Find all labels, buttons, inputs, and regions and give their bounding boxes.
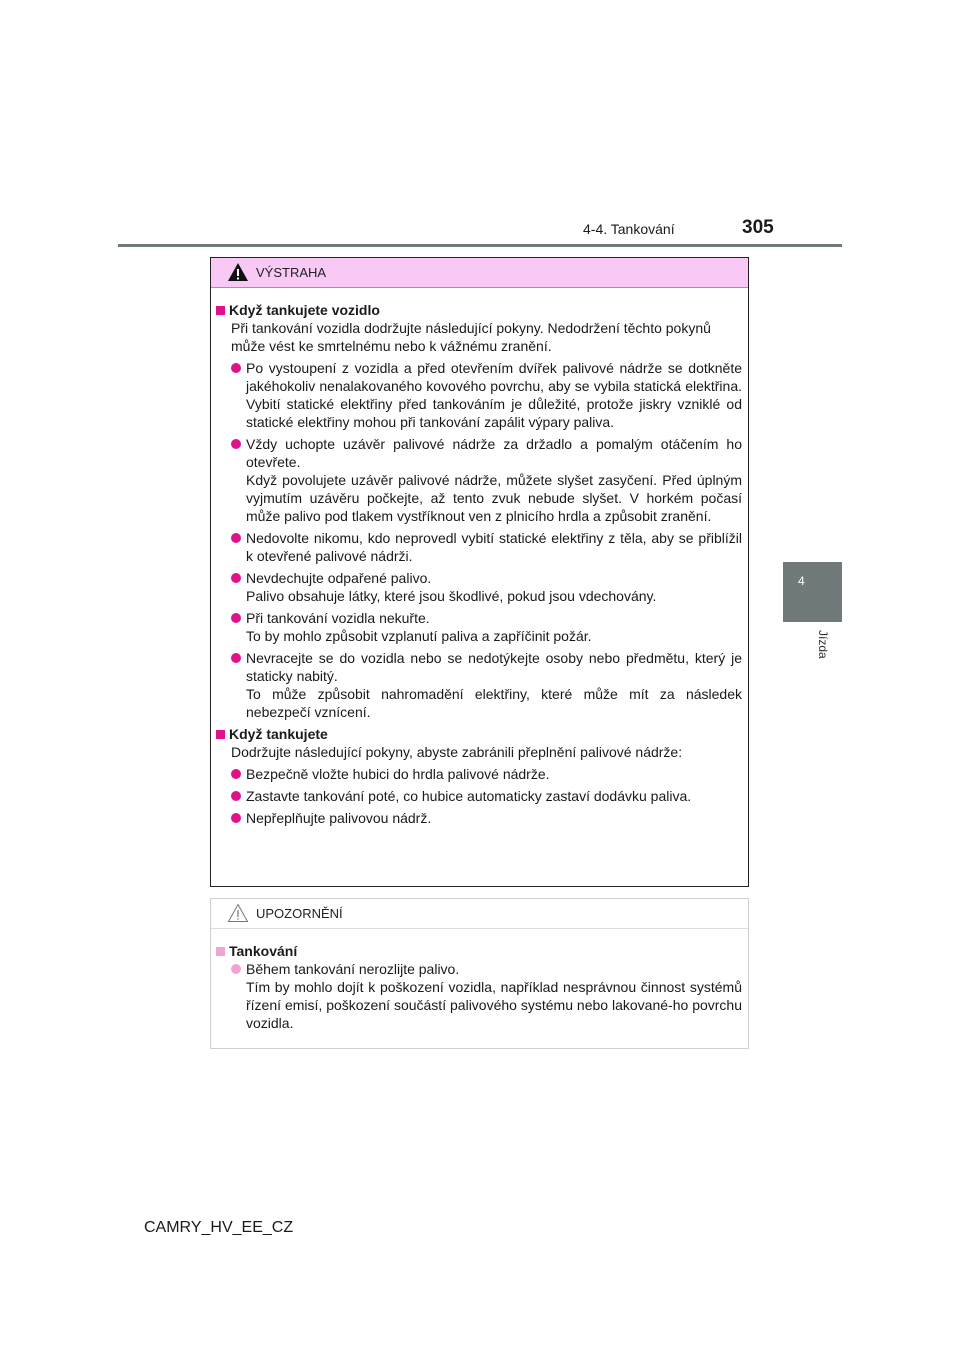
square-bullet-icon <box>216 947 225 956</box>
bullet-icon <box>231 653 241 663</box>
warning-content <box>211 288 748 827</box>
warning-intro: Při tankování vozidla dodržujte následující pokyny. Nedodržení těchto pokynů může vést ke smrtelnému nebo k vážnému zranění. <box>231 320 711 354</box>
caution-triangle-icon <box>227 903 249 923</box>
bullet-icon <box>231 363 241 373</box>
list-item: Nevracejte se do vozidla nebo se nedotýkejte osoby nebo předmětu, který je staticky nabitý. To může způsobit nahromadění elektřiny, které může mít za následek nebezpečí vznícení. <box>216 649 742 721</box>
notice-content <box>211 929 748 1032</box>
warning-heading-filling: Když tankujete <box>216 725 742 743</box>
warning-header <box>211 258 748 288</box>
list-item: Vždy uchopte uzávěr palivové nádrže za držadlo a pomalým otáčením ho otevřete. Když povolujete uzávěr palivové nádrže, můžete slyšet zasyčení. Před úplným vyjmutím uzávěru počkejte, až tento zvuk nebude slyšet. V horkém počasí může palivo pod tlakem vystříknout ven z plnicího hrdla a způsobit zranění. <box>216 435 742 525</box>
list-item: Nevdechujte odpařené palivo. Palivo obsahuje látky, které jsou škodlivé, pokud jsou vdechovány. <box>216 569 742 605</box>
square-bullet-icon <box>216 306 225 315</box>
list-item: Při tankování vozidla nekuřte. To by mohlo způsobit vzplanutí paliva a zapříčinit požár. <box>216 609 742 645</box>
bullet-icon <box>231 791 241 801</box>
list-item: Po vystoupení z vozidla a před otevřením dvířek palivové nádrže se dotkněte jakéhokoliv nenalakovaného kovového povrchu, aby se vybila statická elektřina. Vybití statické elektřiny před tankováním je důležité, protože jiskry vzniklé od statické elektřiny mohou při tankování zapálit výpary paliva. <box>216 359 742 431</box>
warning-box <box>210 257 749 887</box>
list-item: Zastavte tankování poté, co hubice automaticky zastaví dodávku paliva. <box>216 787 742 805</box>
list-item: Nepřeplňujte palivovou nádrž. <box>216 809 742 827</box>
warning-title: VÝSTRAHA <box>256 265 327 280</box>
list-item: Bezpečně vložte hubici do hrdla palivové nádrže. <box>216 765 742 783</box>
notice-heading: Tankování <box>216 942 742 960</box>
header-rule <box>118 244 842 247</box>
document-code: CAMRY_HV_EE_CZ <box>144 1219 294 1236</box>
warning-triangle-icon <box>227 262 249 282</box>
section-title: 4-4. Tankování <box>583 221 675 237</box>
bullet-icon <box>231 769 241 779</box>
warning-filling-intro: Dodržujte následující pokyny, abyste zabránili přeplnění palivové nádrže: <box>231 744 683 760</box>
page-number: 305 <box>742 217 774 238</box>
list-item: Nedovolte nikomu, kdo neprovedl vybití statické elektřiny z těla, aby se přiblížil k otevřené palivové nádrži. <box>216 529 742 565</box>
bullet-icon <box>231 533 241 543</box>
warning-heading-refuel: Když tankujete vozidlo <box>216 301 742 319</box>
bullet-icon <box>231 613 241 623</box>
notice-title: UPOZORNĚNÍ <box>256 906 343 921</box>
notice-header <box>211 899 748 929</box>
chapter-label: Jízda <box>816 630 830 659</box>
bullet-icon <box>231 573 241 583</box>
bullet-icon <box>231 439 241 449</box>
bullet-icon <box>231 813 241 823</box>
bullet-icon <box>231 964 241 974</box>
square-bullet-icon <box>216 730 225 739</box>
chapter-tab <box>783 562 842 622</box>
notice-box <box>210 898 749 1049</box>
list-item: Během tankování nerozlijte palivo. Tím by mohlo dojít k poškození vozidla, například nesprávnou činnost systémů řízení emisí, poškození součástí palivového systému nebo lakované-ho povrchu vozidla. <box>216 960 742 1032</box>
chapter-number: 4 <box>798 574 805 588</box>
